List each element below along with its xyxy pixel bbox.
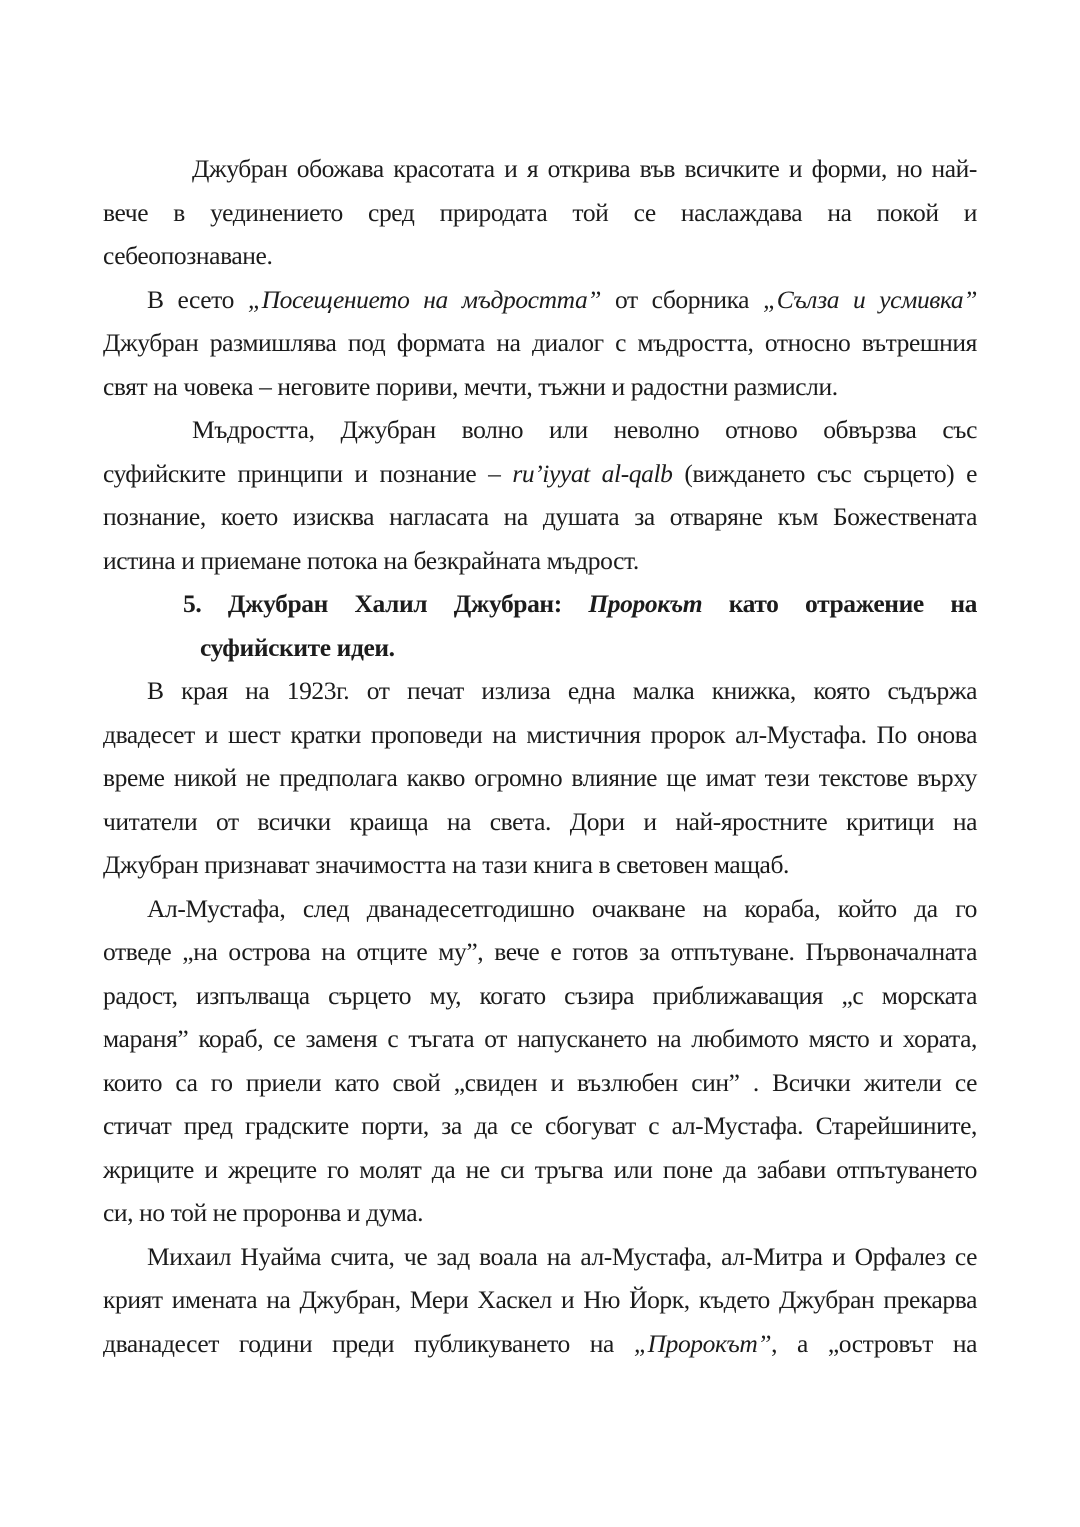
text-run: Джубран обожава красотата и я открива във всичките и форми, но най- [192, 154, 977, 183]
paragraph-3-line-1 [103, 408, 977, 452]
paragraph-5-line-7 [103, 1148, 977, 1192]
paragraph-2-line-1 [103, 278, 977, 322]
text-run: Джубран признават значимостта на тази книга в световен мащаб. [103, 850, 790, 879]
text-run: себеопознаване. [103, 241, 273, 270]
text-run: отведе „на острова на отците му”, вече е готов за отпътуване. Първоначалната [103, 937, 977, 966]
paragraph-5 [103, 887, 977, 1235]
heading-text-run: като отражение на [702, 589, 978, 618]
text-run: истина и приемане потока на безкрайната мъдрост. [103, 545, 639, 575]
text-run: стичат пред градските порти, за да се сбогуват с ал-Мустафа. Старейшините, [103, 1111, 977, 1140]
paragraph-5-line-1 [103, 887, 977, 931]
text-run: радост, изпълваща сърцето му, когато съзира приближаващия „с морската [103, 980, 977, 1010]
italic-book-title: Пророкът [588, 589, 703, 618]
text-run: време никой не предполага какво огромно влияние ще имат тези текстове върху [103, 763, 977, 792]
heading-text-run: Джубран Халил Джубран: [227, 589, 589, 618]
paragraph-5-line-4 [103, 1017, 977, 1061]
heading-number: 5. [183, 589, 202, 618]
heading-line-1 [103, 582, 977, 626]
text-run: Михаил Нуайма счита, че зад воала на ал-Мустафа, ал-Митра и Орфалез се [147, 1241, 977, 1271]
paragraph-4 [103, 669, 977, 887]
text-run: дванадесет години преди публикуването на [103, 1328, 634, 1358]
paragraph-5-line-8 [103, 1191, 977, 1235]
italic-book-title: „Пророкът” [633, 1328, 772, 1358]
text-run: Мъдростта, Джубран волно или неволно отново обвързва със [192, 415, 977, 444]
paragraph-6-line-3 [103, 1322, 977, 1366]
paragraph-1-line-2 [103, 191, 977, 235]
text-block [103, 147, 977, 1365]
paragraph-5-line-6 [103, 1104, 977, 1148]
text-run: (виждането със сърцето) е [672, 458, 978, 488]
text-run: читатели от всички краища на света. Дори и най-яростните критици на [103, 806, 977, 836]
paragraph-4-line-5 [103, 843, 977, 887]
italic-essay-title: „Посещението на мъдростта” [247, 284, 602, 314]
paragraph-2-line-3 [103, 365, 977, 409]
paragraph-6 [103, 1235, 977, 1366]
section-heading [103, 582, 977, 669]
text-run: Ал-Мустафа, след дванадесетгодишно очакване на кораба, който да го [147, 893, 977, 923]
text-run: , а „островът на [771, 1328, 977, 1358]
paragraph-5-line-3 [103, 974, 977, 1018]
text-run: мараня” кораб, се заменя с тъгата от напускането на любимото място и хората, [103, 1024, 977, 1053]
paragraph-2 [103, 278, 977, 409]
text-run: жриците и жреците го молят да не си тръгва или поне да забави отпътуването [103, 1154, 977, 1184]
paragraph-3 [103, 408, 977, 582]
paragraph-5-line-5 [103, 1061, 977, 1105]
paragraph-1-line-3 [103, 234, 977, 278]
italic-collection-title: „Сълза и усмивка” [762, 284, 977, 314]
text-run: Джубран размишлява под формата на диалог с мъдростта, относно вътрешния [103, 328, 977, 357]
text-run: познание, което изисква нагласата на душата за отваряне към Божествената [103, 502, 977, 531]
text-run: от сборника [601, 284, 763, 314]
paragraph-4-line-3 [103, 756, 977, 800]
text-run: В есето [147, 284, 248, 314]
paragraph-1-line-1 [103, 147, 977, 191]
text-run: крият имената на Джубран, Мери Хаскел и Ню Йорк, където Джубран прекарва [103, 1285, 977, 1314]
italic-arabic-term: ru’iyyat al-qalb [512, 458, 673, 488]
text-run: свят на човека – неговите пориви, мечти, тъжни и радостни размисли. [103, 371, 838, 401]
paragraph-4-line-1 [103, 669, 977, 713]
paragraph-3-line-3 [103, 495, 977, 539]
paragraph-4-line-4 [103, 800, 977, 844]
paragraph-5-line-2 [103, 930, 977, 974]
paragraph-6-line-1 [103, 1235, 977, 1279]
paragraph-1 [103, 147, 977, 278]
text-run: вече в уединението сред природата той се наслаждава на покой и [103, 197, 977, 227]
paragraph-3-line-4 [103, 539, 977, 583]
heading-text-run: суфийските идеи. [200, 632, 395, 662]
paragraph-4-line-2 [103, 713, 977, 757]
text-run: двадесет и шест кратки проповеди на мистичния пророк ал-Мустафа. По онова [103, 719, 977, 749]
paragraph-3-line-2 [103, 452, 977, 496]
paragraph-2-line-2 [103, 321, 977, 365]
heading-line-2 [103, 626, 977, 670]
text-run: В края на 1923г. от печат излиза една малка книжка, която съдържа [147, 676, 977, 705]
text-run: суфийските принципи и познание – [103, 458, 513, 488]
text-run: които са го приели като свой „свиден и възлюбен син” . Всички жители се [103, 1067, 977, 1097]
text-run: си, но той не проронва и дума. [103, 1198, 424, 1227]
paragraph-6-line-2 [103, 1278, 977, 1322]
